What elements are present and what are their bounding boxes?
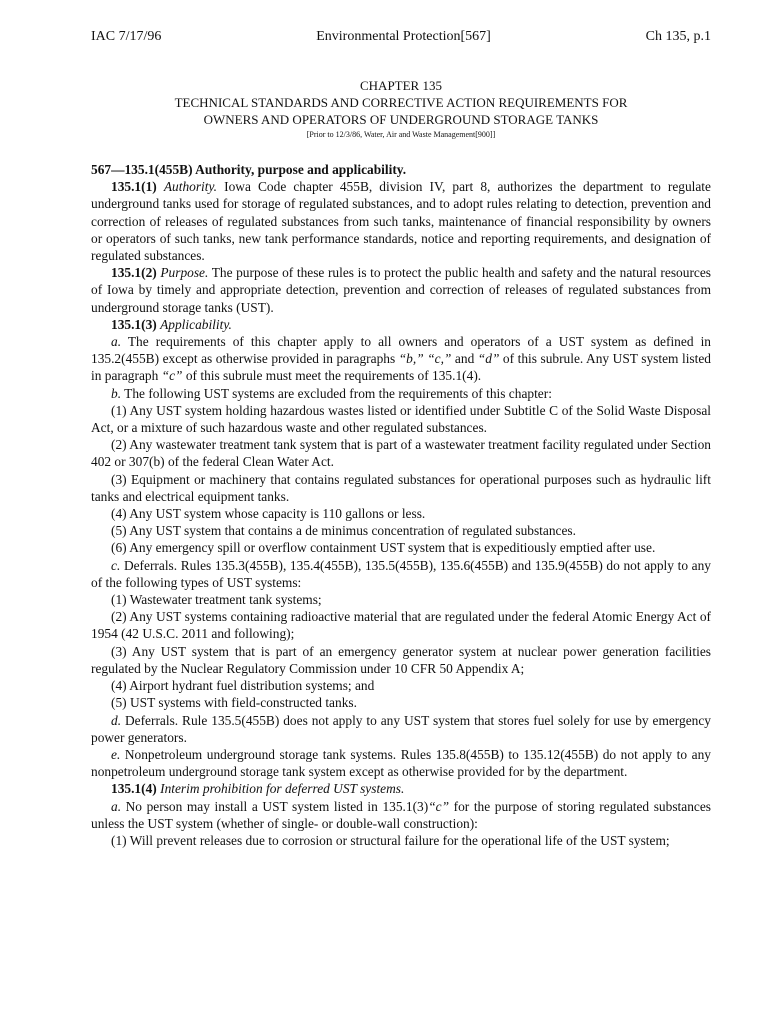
paragraph-b [91, 385, 711, 402]
subrule-number: 135.1(4) [111, 781, 157, 797]
chapter-heading [91, 77, 711, 141]
paragraph-text: The following UST systems are excluded from the requirements of this chapter: [121, 385, 552, 401]
list-item: (5) Any UST system that contains a de minimus concentration of regulated substances. [111, 523, 576, 539]
list-item: (3) Any UST system that is part of an emergency generator system at nuclear power generation facilities regulated by the Nuclear Regulatory Commission under 10 CFR 50 Appendix A; [91, 643, 711, 676]
list-item: (1) Wastewater treatment tank systems; [111, 592, 322, 608]
list-item: (4) Any UST system whose capacity is 110 gallons or less. [111, 506, 426, 522]
header-agency: Environmental Protection[567] [316, 29, 491, 44]
paragraph-e [91, 746, 711, 780]
document-body [91, 161, 711, 849]
paragraph-letter: a. [111, 798, 122, 814]
subrule-heading: Interim prohibition for deferred UST systems. [160, 781, 405, 797]
subrule-text: Iowa Code chapter 455B, division IV, part 8, authorizes the department to regulate underground tanks used for storage of regulated substances, and to adopt rules relating to detection, prevention and correction of releases of regulated substances from such tanks, maintenance of financial responsibility by owners or operators of such tanks, new tank performance standards, notice and reporting requirements, and designation of regulated substances. [91, 179, 711, 264]
subrule-authority [91, 178, 711, 264]
paragraph-reference: “d” [477, 351, 500, 367]
paragraph-text: Deferrals. Rules 135.3(455B), 135.4(455B), 135.5(455B), 135.6(455B) and 135.9(455B) do not apply to any of the following types of UST systems: [91, 557, 711, 590]
subrule-number: 135.1(1) [111, 179, 157, 195]
list-item: (6) Any emergency spill or overflow containment UST system that is expeditiously emptied after use. [111, 540, 656, 556]
list-item: (2) Any UST systems containing radioactive material that are regulated under the federal Atomic Energy Act of 1954 (42 U.S.C. 2011 and following); [91, 609, 711, 642]
chapter-number: CHAPTER 135 [360, 78, 442, 93]
subrule-heading: Authority. [163, 179, 218, 195]
rule-title: 567—135.1(455B) Authority, purpose and applicability. [91, 162, 407, 177]
paragraph-letter: a. [111, 334, 122, 350]
paragraph-letter: b. [111, 385, 122, 401]
running-header [91, 28, 711, 46]
list-item: (3) Equipment or machinery that contains regulated substances for operational purposes such as hydraulic lift tanks and electrical equipment tanks. [91, 471, 711, 504]
paragraph-letter: d. [111, 712, 122, 728]
header-page-number: Ch 135, p.1 [645, 29, 711, 44]
paragraph-text: of this subrule. Any UST system listed in paragraph [91, 351, 711, 384]
paragraph-a [91, 333, 711, 385]
paragraph-text: Nonpetroleum underground storage tank systems. Rules 135.8(455B) to 135.12(455B) do not apply to any nonpetroleum underground storage tank system except as otherwise provided for by the department. [91, 746, 711, 780]
paragraph-text: No person may install a UST system listed in 135.1(3) [121, 798, 429, 814]
paragraph-reference: “b,” “c,” [398, 351, 452, 367]
list-item: (5) UST systems with field-constructed tanks. [111, 695, 357, 711]
subrule-interim-prohibition [91, 780, 711, 797]
paragraph-c [91, 557, 711, 591]
subrule-purpose [91, 264, 711, 316]
subrule-number: 135.1(2) [111, 265, 157, 281]
list-item: (2) Any wastewater treatment tank system that is part of a wastewater treatment facility regulated under Section 402 or 307(b) of the federal Clean Water Act. [91, 437, 711, 470]
subrule-number: 135.1(3) [111, 316, 157, 332]
list-item: (4) Airport hydrant fuel distribution systems; and [111, 678, 375, 694]
paragraph-reference: “c” [428, 798, 450, 814]
paragraph-letter: c. [111, 557, 121, 573]
subrule-heading: Applicability. [160, 316, 232, 332]
chapter-title-line-2: OWNERS AND OPERATORS OF UNDERGROUND STORAGE TANKS [203, 112, 599, 127]
list-item: (1) Will prevent releases due to corrosion or structural failure for the operational life of the UST system; [111, 832, 670, 848]
chapter-history-note: [Prior to 12/3/86, Water, Air and Waste Management[900]] [306, 130, 496, 139]
subrule-text: The purpose of these rules is to protect the public health and safety and the natural resources of Iowa by timely and appropriate detection, prevention and correction of releases of regulated substances from underground storage tanks (UST). [91, 265, 711, 315]
paragraph-text: Deferrals. Rule 135.5(455B) does not apply to any UST system that stores fuel solely for use by emergency power generators. [91, 712, 711, 745]
paragraph-letter: e. [111, 746, 121, 762]
subrule-heading: Purpose. [160, 265, 209, 281]
subrule-applicability [91, 316, 711, 333]
paragraph-text: The requirements of this chapter apply to all owners and operators of a UST system as defined in 135.2(455B) except as otherwise provided in paragraphs [91, 334, 711, 367]
paragraph-d [91, 712, 711, 746]
header-date: IAC 7/17/96 [91, 29, 162, 44]
document-page [91, 28, 711, 849]
paragraph-text: of this subrule must meet the requirements of 135.1(4). [182, 368, 482, 384]
list-item: (1) Any UST system holding hazardous wastes listed or identified under Subtitle C of the Solid Waste Disposal Act, or a mixture of such hazardous waste and other regulated substances. [91, 402, 711, 436]
paragraph-a [91, 798, 711, 832]
paragraph-reference: “c” [161, 368, 183, 384]
paragraph-text: and [451, 351, 478, 367]
chapter-title-line-1: TECHNICAL STANDARDS AND CORRECTIVE ACTION REQUIREMENTS FOR [174, 95, 628, 110]
paragraph-text: for the purpose of storing regulated substances unless the UST system (whether of single- or double-wall construction): [91, 798, 711, 831]
